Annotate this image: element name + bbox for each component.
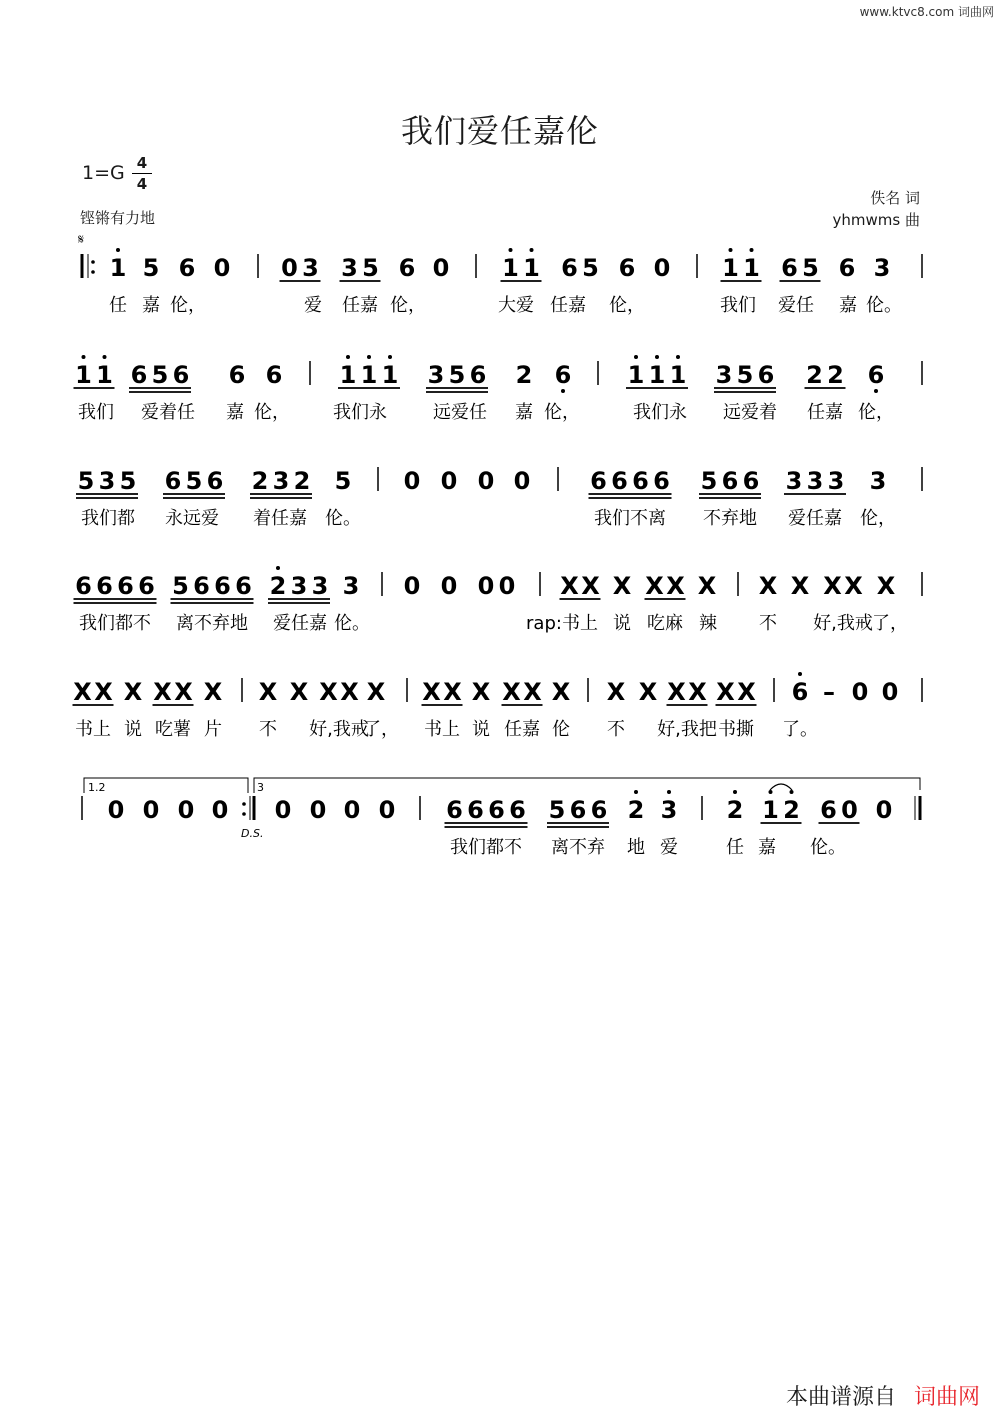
note: 0 [378,796,396,824]
note: 0 [107,796,125,824]
note: 0 [440,572,458,600]
lyric-syllable: 伦， [170,295,206,316]
note: 1 [75,361,92,389]
note: 6 [757,361,775,389]
note: 5 [802,254,819,282]
lyric-syllable: 说 [613,613,631,634]
lyric-syllable: 我们都不 [79,613,151,634]
note: X [73,678,92,706]
note: 3 [427,361,445,389]
note: 2 [783,796,800,824]
note: 1 [722,254,739,282]
note: 0 [477,467,495,495]
lyric-syllable: 爱 [304,295,322,316]
note: 0 [309,796,327,824]
note: 3 [806,467,824,495]
lyric-syllable: 不弃地 [703,508,757,529]
note: 3 [873,254,891,282]
note: 6 [446,796,463,824]
note: X [203,678,223,706]
lyric-syllable: 伦， [858,402,894,423]
lyric-syllable: 伦， [254,402,290,423]
lyric-syllable: 着任嘉 [253,508,307,529]
note: X [645,572,664,600]
note: 6 [561,254,578,282]
octave-high-dot [798,672,802,676]
note: X [844,572,863,600]
note: 0 [177,796,195,824]
note: 0 [343,796,361,824]
lyric-syllable: 爱着任 [141,402,195,423]
note: 2 [269,572,287,600]
lyric-syllable: 离不弃地 [176,613,248,634]
time-signature-top: 4 [136,154,148,172]
lyric-syllable: 大爱 [498,295,534,316]
note: 6 [554,361,572,389]
note: 5 [119,467,137,495]
note: 5 [548,796,566,824]
lyric-syllable: 嘉 [515,402,533,423]
note: 0 [653,254,671,282]
repeat-dot [91,260,95,264]
lyric-syllable: 我们 [720,295,756,316]
lyric-syllable: 伦。 [866,295,902,316]
lyric-syllable: 爱任 [778,295,814,316]
note: 0 [142,796,160,824]
note: 2 [827,361,844,389]
note: 6 [228,361,246,389]
lyric-syllable: 伦。 [334,613,370,634]
note: 1 [648,361,666,389]
note: 3 [290,572,308,600]
note: 5 [142,254,160,282]
note: 6 [117,572,134,600]
note: X [697,572,717,600]
octave-high-dot [116,248,120,252]
ds-marking: D.S. [241,827,264,840]
octave-high-dot [367,355,371,359]
octave-high-dot [655,355,659,359]
note: 2 [515,361,533,389]
note: 3 [715,361,733,389]
repeat-dot [242,812,246,816]
lyric-syllable: 我们都不 [450,837,522,858]
lyric-syllable: 伦。 [325,508,361,529]
lyricist-credit: 佚名 词 [870,189,920,207]
lyric-syllable: 伦， [544,402,580,423]
note: X [471,678,491,706]
lyric-syllable: 嘉 [226,402,244,423]
note: 6 [632,467,649,495]
lyric-syllable: 爱任嘉 [788,508,842,529]
lyric-syllable: 远爱着 [723,402,777,423]
note: 2 [293,467,311,495]
lyric-syllable: 书上 [424,719,460,740]
note: 6 [130,361,148,389]
note: X [581,572,600,600]
note: 6 [488,796,505,824]
lyric-syllable: 好,我戒 [813,613,873,634]
note: X [667,678,686,706]
lyric-syllable: 地 [627,837,645,858]
note: 6 [611,467,628,495]
octave-low-dot [561,389,565,393]
note: 3 [660,796,678,824]
note: 6 [214,572,231,600]
note: 6 [265,361,283,389]
time-signature-bottom: 4 [136,175,148,193]
note: 1 [360,361,378,389]
lyric-syllable: 书上 [75,719,111,740]
site-watermark: www.ktvc8.com 词曲网 [859,5,994,19]
octave-high-dot [634,355,638,359]
lyric-syllable: 辣 [699,613,717,634]
note: 0 [213,254,231,282]
note: 1 [502,254,519,282]
key-signature: 1=G [82,162,125,184]
lyric-syllable: 片 [204,719,222,740]
note: 5 [185,467,203,495]
octave-high-dot [769,790,773,794]
lyric-syllable: 了， [872,613,908,634]
note: 0 [432,254,450,282]
note: – [823,678,835,706]
lyric-syllable: 任嘉 [550,295,586,316]
lyric-syllable: 任 [726,837,744,858]
note: X [153,678,172,706]
lyric-syllable: 不 [759,613,777,634]
note: 0 [477,572,495,600]
note: X [666,572,685,600]
note: 6 [590,796,608,824]
lyric-syllable: 说 [472,719,490,740]
lyric-syllable: 远爱任 [433,402,487,423]
lyric-syllable: rap:书上 [526,613,598,634]
note: 6 [867,361,885,389]
lyric-syllable: 爱任嘉 [273,613,327,634]
note: X [876,572,896,600]
note: 5 [448,361,466,389]
note: X [123,678,143,706]
octave-high-dot [634,790,638,794]
lyric-syllable: 说 [124,719,142,740]
lyric-syllable: 任 [109,295,127,316]
note: X [758,572,778,600]
note: 0 [281,254,298,282]
note: X [443,678,462,706]
note: 0 [211,796,229,824]
octave-high-dot [530,248,534,252]
footer-text: 本曲谱源自 [785,1385,896,1410]
octave-low-dot [874,389,878,393]
note: 0 [498,572,516,600]
note: 6 [235,572,252,600]
lyric-syllable: 我们 [78,402,114,423]
note: 3 [869,467,887,495]
lyric-syllable: 好,我把 [657,719,717,740]
note: 2 [726,796,744,824]
note: 6 [742,467,760,495]
note: 0 [513,467,531,495]
note: 6 [791,678,809,706]
lyric-syllable: 嘉 [758,837,776,858]
lyric-syllable: 书撕 [718,719,754,740]
note: 6 [781,254,798,282]
note: 1 [762,796,779,824]
lyric-syllable: 我们都 [81,508,135,529]
note: 0 [440,467,458,495]
lyric-syllable: 我们永 [633,402,687,423]
lyric-syllable: 吃薯 [155,719,191,740]
note: 0 [881,678,899,706]
note: 6 [820,796,837,824]
note: 1 [669,361,687,389]
note: 6 [618,254,636,282]
note: 0 [875,796,893,824]
lyric-syllable: 嘉 [142,295,160,316]
note: X [422,678,441,706]
note: 1 [627,361,645,389]
note: X [638,678,658,706]
lyric-syllable: 了， [363,719,399,740]
note: 1 [339,361,357,389]
repeat-dot [242,802,246,806]
octave-high-dot [346,355,350,359]
note: X [606,678,626,706]
octave-high-dot [667,790,671,794]
lyric-syllable: 伦。 [810,837,846,858]
lyric-syllable: 我们永 [333,402,387,423]
note: 5 [362,254,379,282]
lyric-syllable: 任嘉 [504,719,540,740]
lyric-syllable: 不 [607,719,625,740]
lyric-syllable: 伦， [390,295,426,316]
note: X [688,678,707,706]
note: 3 [272,467,290,495]
note: 3 [827,467,845,495]
note: X [737,678,756,706]
note: 1 [109,254,127,282]
octave-high-dot [82,355,86,359]
note: 5 [172,572,189,600]
note: 1 [523,254,540,282]
note: 2 [806,361,823,389]
lyric-syllable: 离不弃 [551,837,605,858]
lyric-syllable: 爱 [660,837,678,858]
octave-high-dot [733,790,737,794]
note: X [94,678,113,706]
note: X [523,678,542,706]
note: 5 [151,361,169,389]
octave-high-dot [509,248,513,252]
note: 5 [582,254,599,282]
lyric-syllable: 伦 [552,719,570,740]
note: 6 [138,572,155,600]
note: 6 [569,796,587,824]
lyric-syllable: 伦， [609,295,645,316]
note: 1 [96,361,113,389]
lyric-syllable: 不 [259,719,277,740]
note: 6 [590,467,607,495]
lyric-syllable: 任嘉 [342,295,378,316]
note: X [502,678,521,706]
note: 6 [75,572,92,600]
note: 6 [178,254,196,282]
note: X [612,572,632,600]
note: 0 [403,572,421,600]
note: 5 [77,467,95,495]
note: 2 [251,467,269,495]
note: 6 [467,796,484,824]
volta-bracket-second [254,778,920,793]
note: 0 [851,678,869,706]
octave-high-dot [676,355,680,359]
note: 3 [311,572,329,600]
octave-high-dot [388,355,392,359]
note: 1 [743,254,760,282]
lyric-syllable: 永远爱 [165,508,219,529]
lyric-syllable: 任嘉 [807,402,843,423]
segno-sign: 𝄋 [78,232,85,248]
note: X [174,678,193,706]
note: 5 [700,467,718,495]
note: X [790,572,810,600]
note: X [319,678,338,706]
octave-high-dot [750,248,754,252]
note: 6 [96,572,113,600]
lyric-syllable: 吃麻 [647,613,683,634]
song-title: 我们爱任嘉伦 [400,112,599,150]
note: 6 [509,796,526,824]
note: X [716,678,735,706]
volta-bracket-first [84,778,248,793]
note: 0 [274,796,292,824]
note: 0 [403,467,421,495]
note: 2 [627,796,645,824]
note: 3 [342,572,360,600]
note: 5 [736,361,754,389]
note: 6 [721,467,739,495]
note: 0 [841,796,858,824]
note: X [289,678,309,706]
note: X [258,678,278,706]
footer-brand: 词曲网 [913,1385,980,1410]
repeat-dot [91,270,95,274]
lyric-syllable: 我们不离 [594,508,666,529]
octave-high-dot [729,248,733,252]
note: 6 [398,254,416,282]
note: 6 [653,467,670,495]
octave-high-dot [103,355,107,359]
note: X [823,572,842,600]
tie-arc [770,784,792,790]
composer-credit: yhmwms 曲 [832,211,920,229]
note: X [551,678,571,706]
footer-credit [786,1380,980,1411]
note: X [340,678,359,706]
note: X [560,572,579,600]
octave-high-dot [790,790,794,794]
lyric-syllable: 伦， [860,508,896,529]
note: 3 [341,254,358,282]
note: 5 [334,467,352,495]
lyric-syllable: 好,我戒 [309,719,369,740]
note: X [366,678,386,706]
volta-first-label: 1.2 [88,781,106,794]
note: 3 [98,467,116,495]
note: 6 [172,361,190,389]
lyric-syllable: 嘉 [839,295,857,316]
octave-high-dot [276,566,280,570]
tempo-marking: 铿锵有力地 [80,209,156,227]
volta-second-label: 3 [257,781,264,794]
note: 6 [193,572,210,600]
lyric-syllable: 了。 [782,719,818,740]
note: 6 [164,467,182,495]
note: 6 [469,361,487,389]
note: 3 [785,467,803,495]
note: 6 [838,254,856,282]
note: 1 [381,361,399,389]
note: 3 [302,254,319,282]
note: 6 [206,467,224,495]
